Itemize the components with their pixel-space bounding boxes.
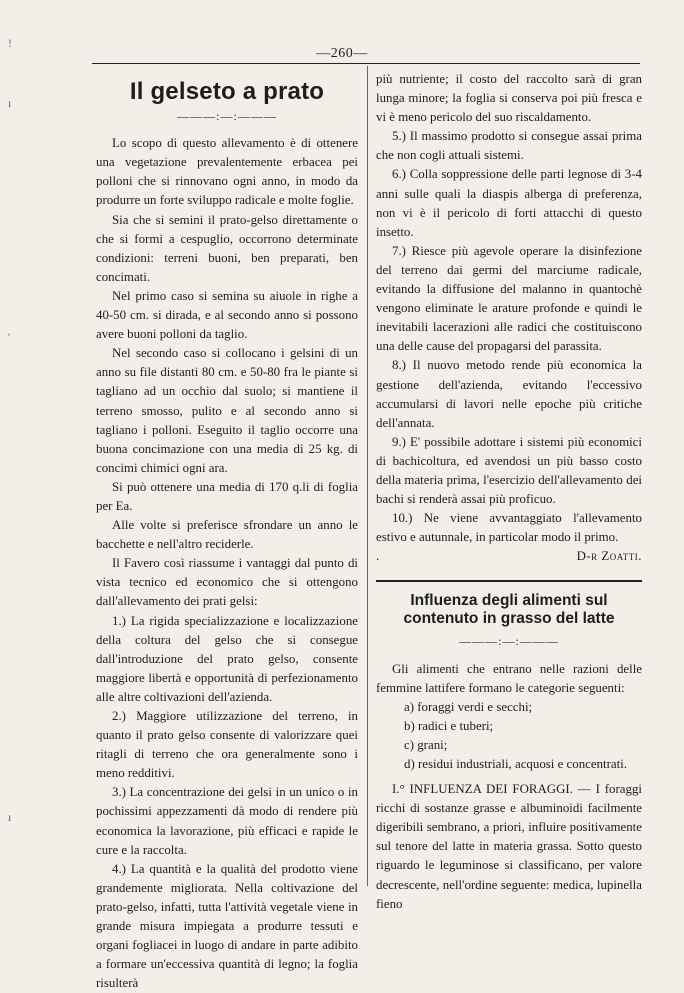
margin-mark: !	[8, 36, 12, 50]
author-signature: D-r Zoatti.	[576, 549, 642, 564]
paragraph: Lo scopo di questo allevamento è di ottenere una vegetazione prevalentemente erbacea pei polloni che si rinnovano ogni anno, in modo da produrre un forte sviluppo radicale e molte foglie.	[96, 136, 358, 208]
page-number: —260—	[316, 46, 368, 61]
paragraph: 2.) Maggiore utilizzazione del terreno, in quanto il prato gelso consente di valorizzare quei ritagli di terreno che ora generalmente sono i meno redditivi.	[96, 709, 358, 781]
margin-mark: ı	[8, 810, 12, 824]
paragraph: Si può ottenere una media di 170 q.li di foglia per Ea.	[96, 479, 358, 513]
left-column	[96, 70, 358, 993]
paragraph: Il Favero così riassume i vantaggi dal punto di vista tecnico ed economico che si ottengono dall'allevamento dei prati gelsi:	[96, 556, 358, 609]
paragraph: 7.) Riesce più agevole operare la disinfezione del terreno dai germi del marciume radicale, evitando la diffusione del malanno in quantochè vengono eliminate le arature profonde e quindi le inevitabili lacerazioni alle radici che costituiscono una delle cause del propagarsi del parassita.	[376, 243, 642, 354]
paragraph: Sia che si semini il prato-gelso direttamente o che si formi a cespuglio, occorrono determinate condizioni: terreni buoni, ben preparati, ben concimati.	[96, 212, 358, 284]
signature-dots: .	[376, 549, 380, 564]
category-list	[376, 698, 642, 774]
article-title: Il gelseto a prato	[129, 78, 325, 105]
margin-mark: ı	[8, 96, 12, 110]
paragraph: 5.) Il massimo prodotto si consegue assai prima che non cogli attuali sistemi.	[376, 129, 642, 163]
list-item: b) radici e tuberi;	[404, 718, 494, 733]
right-column	[376, 70, 642, 914]
paragraph: 6.) Colla soppressione delle parti legnose di 3-4 anni sulle quali la diaspis alberga di preferenza, non vi è il pericolo di forti attacchi di questo insetto.	[376, 167, 642, 239]
paragraph: più nutriente; il costo del raccolto sarà di gran lunga minore; la foglia si conserva poi più fresca e vi è meno pericolo del suo riscaldamento.	[376, 72, 642, 125]
title-ornament: ———:—:———	[177, 109, 277, 124]
paragraph: 10.) Ne viene avvantaggiato l'allevamento estivo e autunnale, in particolar modo il primo.	[376, 511, 642, 545]
paragraph: 8.) Il nuovo metodo rende più economica la gestione dell'azienda, evitando l'eccessivo accumularsi di lavori nelle epoche più critiche dell'annata.	[376, 358, 642, 430]
section-separator	[376, 580, 642, 582]
paragraph: 3.) La concentrazione dei gelsi in un unico o in pochissimi appezzamenti dà modo di rendere più economica la lavorazione, più efficaci e rapide le cure e la raccolta.	[96, 785, 358, 857]
paragraph: Nel primo caso si semina su aiuole in righe a 40-50 cm. si dirada, e al secondo anno si possono avere buoni polloni da taglio.	[96, 288, 358, 342]
paragraph: Nel secondo caso si collocano i gelsini di un anno su file distanti 80 cm. e 50-80 fra le piante si tagliano ad un occhio dal suolo; si mantiene il terreno smosso, pulito e al secondo anno si tagliano i polloni. Eseguito il taglio occorre una buona concimazione con una media di 25 kg. di concimi chimici ogni ara.	[96, 346, 358, 475]
paragraph: 9.) E' possibile adottare i sistemi più economici di bachicoltura, ed avendosi un più basso costo della materia prima, l'esercizio dell'allevamento dei bachi si renderà assai più proficuo.	[376, 434, 642, 507]
title-ornament: ———:—:———	[459, 634, 559, 649]
top-rule	[92, 63, 640, 64]
column-divider	[367, 66, 368, 886]
paragraph: 1.) La rigida specializzazione e localizzazione della coltura del gelso che si consegue dall'introduzione del prato gelso, consente maggiore libertà e opportunità di perfezionamento alle altre coltivazioni dell'azienda.	[96, 613, 358, 704]
list-item: a) foraggi verdi e secchi;	[404, 699, 533, 714]
paragraph: Gli alimenti che entrano nelle razioni delle femmine lattifere formano le categorie seguenti:	[376, 661, 642, 695]
article-title: Influenza degli alimenti sul contenuto in grasso del latte	[403, 592, 615, 628]
list-item: d) residui industriali, acquosi e concentrati.	[404, 757, 628, 771]
paragraph: 4.) La quantità e la qualità del prodotto viene grandemente migliorata. Nella coltivazione del prato-gelso, infatti, tutta l'attività vegetale viene in grande misura impiegata a produrre tessuti e organi fogliacei in luogo di andare in parte adibito a formare un'eccessiva quantità di legno; la foglia risulterà	[96, 861, 358, 991]
paragraph: I.° INFLUENZA DEI FORAGGI. — I foraggi ricchi di sostanze grasse e albuminoidi facilmente digeribili sembrano, a priori, influire positivamente sul tenore del latte in materia grassa. Sotto questo riguardo le leguminose si classificano, per valore decrescente, nell'ordine seguente: medica, lupinella fieno	[376, 782, 642, 911]
signature-line	[376, 547, 642, 566]
list-item: c) grani;	[404, 737, 448, 752]
paragraph: Alle volte si preferisce sfrondare un anno le bacchette e nell'altro reciderle.	[96, 518, 358, 552]
margin-mark: '	[8, 330, 11, 344]
